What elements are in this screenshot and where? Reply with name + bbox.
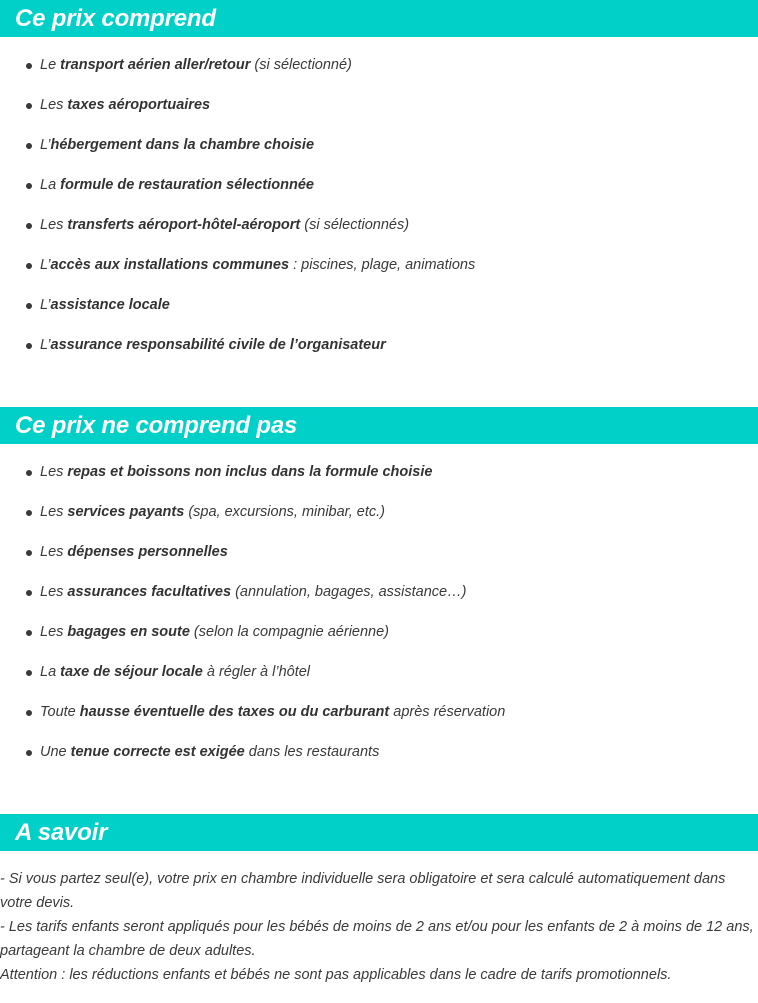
item-prefix: L’	[40, 137, 51, 153]
item-suffix: après réservation	[389, 704, 506, 720]
item-bold: taxes aéroportuaires	[67, 97, 211, 113]
item-suffix: dans les restaurants	[244, 744, 380, 760]
list-item	[0, 582, 758, 622]
bullet-icon	[26, 550, 32, 556]
list-item	[0, 135, 758, 175]
item-suffix: (selon la compagnie aérienne)	[189, 624, 389, 640]
excluded-list	[0, 444, 758, 782]
item-prefix: Les	[40, 544, 68, 560]
list-item	[0, 335, 758, 375]
item-prefix: Les	[40, 584, 68, 600]
included-section	[0, 0, 758, 375]
item-bold: repas et boissons non inclus dans la formule choisie	[67, 464, 433, 480]
bullet-icon	[26, 630, 32, 636]
bullet-icon	[26, 263, 32, 269]
info-line-child-rates: - Les tarifs enfants seront appliqués pour les bébés de moins de 2 ans et/ou pour les enfants de 2 à moins de 12 ans, partageant la chambre de deux adultes.	[0, 919, 754, 959]
list-item	[0, 55, 758, 95]
list-item	[0, 742, 758, 782]
item-bold: transferts aéroport-hôtel-aéroport	[67, 217, 301, 233]
bullet-icon	[26, 103, 32, 109]
bullet-icon	[26, 303, 32, 309]
list-item	[0, 255, 758, 295]
bullet-icon	[26, 710, 32, 716]
item-suffix: (si sélectionnés)	[300, 217, 410, 233]
bullet-icon	[26, 63, 32, 69]
info-notes	[0, 851, 758, 987]
item-suffix: (annulation, bagages, assistance…)	[231, 584, 467, 600]
item-suffix: (spa, excursions, minibar, etc.)	[184, 504, 385, 520]
item-prefix: Les	[40, 97, 68, 113]
item-bold: taxe de séjour locale	[60, 664, 203, 680]
info-section	[0, 814, 758, 987]
item-bold: formule de restauration sélectionnée	[60, 177, 314, 193]
list-item	[0, 215, 758, 255]
excluded-section	[0, 407, 758, 782]
item-suffix: à régler à l’hôtel	[202, 664, 311, 680]
list-item	[0, 662, 758, 702]
item-prefix: Une	[40, 744, 71, 760]
info-line-single-room: - Si vous partez seul(e), votre prix en chambre individuelle sera obligatoire et sera calculé automatiquement dans votre devis.	[0, 871, 726, 911]
item-suffix: (si sélectionné)	[250, 57, 352, 73]
excluded-header	[0, 407, 758, 444]
item-bold: assurances facultatives	[67, 584, 232, 600]
bullet-icon	[26, 183, 32, 189]
info-header	[0, 814, 758, 851]
bullet-icon	[26, 750, 32, 756]
bullet-icon	[26, 343, 32, 349]
list-item	[0, 542, 758, 582]
list-item	[0, 702, 758, 742]
item-bold: accès aux installations communes	[50, 257, 290, 273]
item-bold: hébergement dans la chambre choisie	[50, 137, 315, 153]
list-item	[0, 95, 758, 135]
item-bold: dépenses personnelles	[67, 544, 228, 560]
info-title: A savoir	[15, 819, 108, 846]
list-item	[0, 622, 758, 662]
item-bold: bagages en soute	[67, 624, 190, 640]
item-prefix: L’	[40, 297, 51, 313]
bullet-icon	[26, 670, 32, 676]
info-line-attention: Attention : les réductions enfants et bébés ne sont pas applicables dans le cadre de tarifs promotionnels.	[0, 967, 672, 983]
item-bold: hausse éventuelle des taxes ou du carburant	[79, 704, 390, 720]
item-prefix: Les	[40, 624, 68, 640]
item-prefix: Les	[40, 217, 68, 233]
item-prefix: Les	[40, 464, 68, 480]
item-bold: services payants	[67, 504, 185, 520]
excluded-title: Ce prix ne comprend pas	[15, 412, 298, 439]
item-bold: assistance locale	[50, 297, 170, 313]
included-list	[0, 37, 758, 375]
item-bold: transport aérien aller/retour	[60, 57, 251, 73]
list-item	[0, 175, 758, 215]
item-prefix: La	[40, 664, 61, 680]
item-prefix: L’	[40, 257, 51, 273]
included-header	[0, 0, 758, 37]
item-bold: assurance responsabilité civile de l’organisateur	[50, 337, 386, 353]
item-bold: tenue correcte est exigée	[70, 744, 245, 760]
included-title: Ce prix comprend	[15, 5, 216, 32]
item-prefix: Les	[40, 504, 68, 520]
bullet-icon	[26, 510, 32, 516]
item-prefix: Toute	[40, 704, 80, 720]
list-item	[0, 462, 758, 502]
bullet-icon	[26, 590, 32, 596]
bullet-icon	[26, 143, 32, 149]
item-suffix: : piscines, plage, animations	[289, 257, 476, 273]
bullet-icon	[26, 470, 32, 476]
bullet-icon	[26, 223, 32, 229]
item-prefix: Le	[40, 57, 61, 73]
list-item	[0, 295, 758, 335]
list-item	[0, 502, 758, 542]
item-prefix: L’	[40, 337, 51, 353]
item-prefix: La	[40, 177, 61, 193]
